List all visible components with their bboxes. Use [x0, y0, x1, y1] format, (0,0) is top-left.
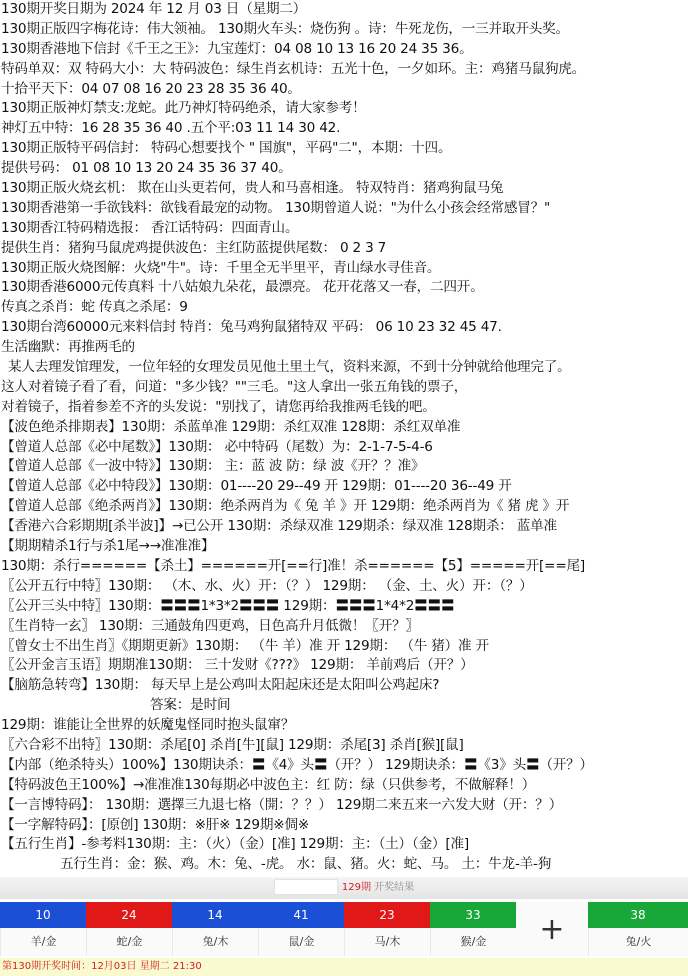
text-line: 130期：杀行======【杀土】======开[==行]准！杀======【5】=====开[==尾]: [1, 557, 586, 574]
text-line: 提供生肖：猪狗马鼠虎鸡提供波色：主红防蓝提供尾数： 0 2 3 7: [1, 239, 387, 256]
text-line: 130期正版特平码信封： 特码心想要找个 " 国旗"，平码"二"，本期：十四。: [1, 140, 452, 157]
text-line: 神灯五中特：16 28 35 36 40 .五个平:03 11 14 30 42.: [1, 120, 341, 137]
ball-special-number: 38: [588, 902, 688, 928]
text-line: 这人对着镜子看了看，问道："多少钱？""三毛。"这人拿出一张五角钱的票子，: [1, 378, 468, 395]
text-line: 【特码波色王100%】→准准准130每期必中波色主：红 防：绿（只供参考，不做解释！）: [1, 776, 536, 793]
text-line: 130期正版四字梅花诗：伟大领袖。 130期火车头：烧伤狗 。诗：牛死龙伤，一三并取开头奖。: [1, 20, 569, 37]
ball-special: [588, 902, 688, 956]
text-line: 130期正版火烧玄机： 欺在山头更若何，贵人和马喜相逢。 特双特肖：猪鸡狗鼠马兔: [1, 180, 504, 197]
ball-special-label: 兔/火: [588, 928, 688, 956]
text-line: 〖公开三头中特〗130期：〓〓〓1*3*2〓〓〓 129期：〓〓〓1*4*2〓〓〓: [1, 597, 455, 614]
ball-1: [0, 902, 86, 956]
ball-4-label: 鼠/金: [258, 928, 344, 956]
text-line: 对着镜子，指着参差不齐的头发说："别找了，请您再给我推两毛钱的吧。: [1, 398, 436, 415]
text-line: 130期香江特码精选报： 香江话特码：四面青山。: [1, 219, 299, 236]
text-line: 〖六合彩不出特〗130期：杀尾[0] 杀肖[牛][鼠] 129期：杀尾[3] 杀肖[猴][鼠]: [1, 736, 464, 753]
text-line: 129期：谁能让全世界的妖魔鬼怪同时抱头鼠窜？: [1, 717, 295, 734]
text-line: 【曾道人总部《一波中特》】130期： 主：蓝 波 防：绿 波《开？？准》: [1, 458, 425, 475]
plus-icon: +: [516, 902, 588, 956]
ball-3-number: 14: [172, 902, 258, 928]
text-line: 130期台湾60000元来料信封 特肖：兔马鸡狗鼠猪特双 平码： 06 10 23 32 45 47.: [1, 319, 502, 336]
ball-3-label: 兔/木: [172, 928, 258, 956]
text-line: 130期正版神灯禁支:龙蛇。此乃神灯特码绝杀，请大家参考！: [1, 100, 366, 117]
result-period: 129期: [341, 882, 371, 893]
text-line: 五行生肖：金：猴、鸡。木：兔、-虎。 水：鼠、猪。火：蛇、马。 土：牛龙-羊-狗: [60, 856, 552, 873]
ball-4: [258, 902, 344, 956]
text-line: 【脑筋急转弯】130期： 每天早上是公鸡叫太阳起床还是太阳叫公鸡起床?: [1, 677, 440, 694]
result-search-box[interactable]: [274, 879, 338, 895]
text-line: 130期香港6000元传真料 十八姑娘九朵花，最漂亮。 花开花落又一春，二四开。: [1, 279, 484, 296]
text-line: 130期正版火烧图解：火烧"牛"。诗：千里全无半里平，青山绿水寻佳音。: [1, 259, 441, 276]
text-line: 【波色绝杀排期表】130期：杀蓝单准 129期：杀红双准 128期：杀红双单准: [1, 418, 461, 435]
text-line: 【曾道人总部《绝杀两肖》】130期：绝杀两肖为《 兔 羊 》开 129期：绝杀两肖为《 猪 虎 》开: [1, 498, 570, 515]
result-balls: [0, 902, 688, 956]
ball-3: [172, 902, 258, 956]
ball-6-label: 猴/金: [430, 928, 516, 956]
text-line: 传真之杀肖：蛇 传真之杀尾：9: [1, 299, 188, 316]
ball-4-number: 41: [258, 902, 344, 928]
ball-6: [430, 902, 516, 956]
ball-5-label: 马/木: [344, 928, 430, 956]
ball-1-number: 10: [0, 902, 86, 928]
text-line: 〖生肖特一玄〗 130期：三通鼓角四更鸡，日色高升月低微！〖开？〗: [1, 617, 419, 634]
ball-2-number: 24: [86, 902, 172, 928]
result-title-text: 开奖结果: [374, 882, 415, 893]
text-line: 〖公开五行中特〗130期： （木、水、火）开：（？） 129期： （金、土、火）开：（？）: [1, 577, 533, 594]
ball-2-label: 蛇/金: [86, 928, 172, 956]
text-line: 〖曾女士不出生肖〗《期期更新》130期： （牛 羊）准 开 129期： （牛 猪）准 开: [1, 637, 489, 654]
text-line: 〖公开金言玉语〗期期准130期： 三十发财《???》 129期： 羊前鸡后（开？）: [1, 657, 474, 674]
text-line: 【内部（绝杀特头）100%】130期诀杀：〓《4》头〓（开？） 129期诀杀：〓《3》头〓（开？）: [1, 756, 593, 773]
text-line: 【一言博特码】： 130期：選擇三九退七格（開：？？） 129期二来五来一六发大财（开：？）: [1, 796, 563, 813]
ball-5-number: 23: [344, 902, 430, 928]
text-line: 生活幽默：再推两毛的: [1, 339, 135, 356]
text-line: 某人去理发馆理发，一位年轻的女理发员见他土里土气，资料来源，不到十分钟就给他理完了。: [8, 359, 571, 376]
text-line: 【香港六合彩期期[杀半波]】→已公开 130期：杀绿双准 129期杀：绿双准 128期杀： 蓝单准: [1, 518, 557, 535]
draw-time-footer: 第130期开奖时间：12月03日 星期二 21:30: [0, 958, 688, 976]
text-line: 【曾道人总部《必中特段》】130期：01----20 29--49 开 129期：01----20 36--49 开: [1, 478, 512, 495]
text-line: 130期开奖日期为 2024 年 12 月 03 日（星期二）: [1, 1, 307, 17]
text-line: 提供号码： 01 08 10 13 20 24 35 36 37 40。: [1, 160, 292, 177]
text-line: 【一字解特码】：[原创] 130期：※肝※ 129期※倜※: [1, 816, 310, 833]
text-line: 答案：是时间: [150, 697, 231, 714]
text-line: 特码单双：双 特码大小：大 特码波色：绿生肖玄机诗：五光十色，一夕如环。主：鸡猪马鼠狗虎。: [1, 60, 586, 77]
text-line: 【期期精杀1行与杀1尾→→准准准】: [1, 538, 215, 555]
text-line: 【五行生肖】-参考料130期：主：（火）（金）[准] 129期：主：（土）（金）[准]: [1, 836, 469, 853]
text-line: 130期香港第一手欲钱料：欲钱看最宠的动物。 130期曾道人说："为什么小孩会经常感冒？": [1, 199, 551, 216]
ball-2: [86, 902, 172, 956]
ball-5: [344, 902, 430, 956]
ball-6-number: 33: [430, 902, 516, 928]
text-line: 【曾道人总部《必中尾数》】130期： 必中特码（尾数）为：2-1-7-5-4-6: [1, 438, 433, 455]
text-line: 130期香港地下信封《千王之王》：九宝莲灯：04 08 10 13 16 20 24 35 36。: [1, 40, 473, 57]
ball-1-label: 羊/金: [0, 928, 86, 956]
text-line: 十拾平天下：04 07 08 16 20 23 28 35 36 40。: [1, 80, 301, 97]
result-header: [0, 877, 688, 899]
